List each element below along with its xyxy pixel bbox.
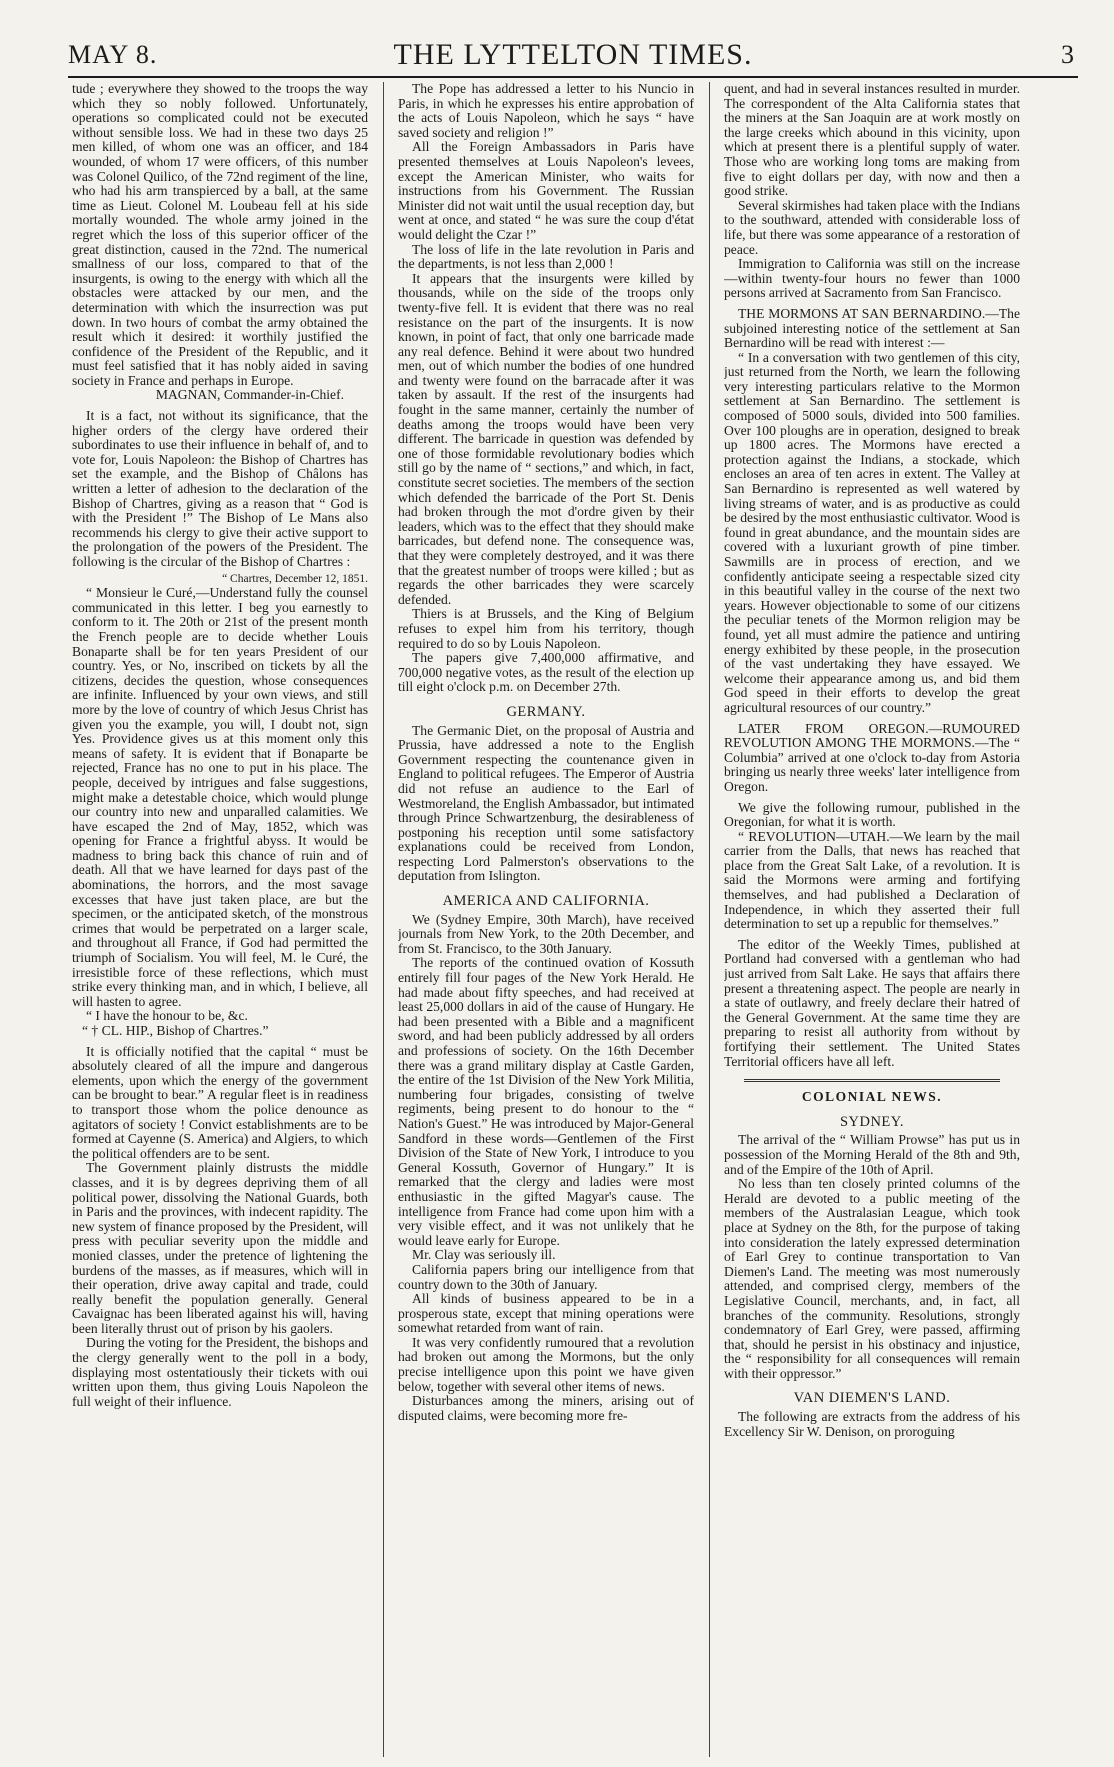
masthead	[68, 36, 1078, 78]
column-rule	[709, 82, 710, 1757]
paragraph	[724, 830, 1020, 932]
paragraph: No less than ten closely printed columns of the Herald are devoted to a public meeting of the members of the Australasian League, which took place at Sydney on the 8th, for the purpose of taking into consideration the lately expressed determination of Earl Grey to continue transportation to Van Diemen's Land. The meeting was most numerously attended, and comprised clergy, members of the Legislative Council, merchants, and, in fact, all branches of the community. Resolutions, strongly condemnatory of Earl Grey, were passed, affirming that, should he persist in his obstinacy and injustice, the “ responsibility for all consequences will remain with their oppressor.”	[724, 1176, 1020, 1381]
section-heading-colonial: COLONIAL NEWS.	[801, 1089, 943, 1105]
paragraph: The Pope has addressed a letter to his Nuncio in Paris, in which he expresses his entire approbation of the acts of Louis Napoleon, which he says “ have saved society and religion !”	[398, 82, 694, 140]
paragraph-text: —We learn by the mail carrier from the Dalls, that news has reached that place from the Great Salt Lake, of a revolution. It is said the Mormons were arming and fortifying themselves, and had published a Declaration of Independence, in which they asserted their full determination to set up a republic for themselves.”	[724, 828, 1020, 932]
column-1	[72, 82, 368, 1757]
paragraph: We give the following rumour, published in the Oregonian, for what it is worth.	[724, 799, 1020, 830]
column-3	[724, 82, 1020, 1757]
paragraph: It appears that the insurgents were killed by thousands, while on the side of the troops only twenty-five fell. It is evident that there was no real resistance on the part of the insurgents. It is now known, in point of fact, that only one barricade made any real defence. Behind it were about two hundred men, out of which number the bodies of one hundred and twenty were found on the barracade after it was taken by assault. If the rest of the insurgents had fought in the same manner, certainly the number of deaths among the troops would have been very different. The barricade in question was defended by one of those formidable revolutionary bodies which still go by the name of “ sections,” and which, in fact, constitute secret societies. The members of the section which defended the barricade of the Port St. Denis had broken through the mot d'ordre given by their leaders, which was to the effect that they should make barricades, but defend none. The consequence was, that they were completely destroyed, and it was there that the greatest number of troops were killed ; but as regards the other barricades they were scarcely defended.	[398, 270, 694, 607]
paragraph	[724, 307, 1020, 351]
issue-date: MAY 8.	[68, 40, 158, 69]
paragraph: The reports of the continued ovation of Kossuth entirely fill four pages of the New York Herald. He had made about fifty speeches, and had received at least 25,000 dollars in aid of the cause of Hungary. He had been presented with a Bible and a magnificent sword, and had been publicly addressed by all orders and professions of society. On the 16th December there was a grand military display at Castle Garden, the entire of the 1st Division of the New York Militia, numbering four brigades, consisting of twelve regiments, being present to do honour to the “ Nation's Guest.” He was introduced by Major-General Sandford in these words—Gentlemen of the First Division of the State of New York, I introduce to you General Kossuth, Governor of Hungary.” It is remarked that the clergy and ladies were most enthusiastic in the gifted Magyar's cause. The intelligence from France had come upon him with a very visible effect, and it was not unlikely that he would leave early for Europe.	[398, 955, 694, 1248]
run-in-heading: LATER FROM OREGON.—RUMOURED REVOLUTION AMONG THE MORMONS.	[724, 720, 1020, 751]
letter-dateline: “ Chartres, December 12, 1851.	[222, 572, 368, 585]
paragraph-text: —The subjoined interesting notice of the settlement at San Bernardino will be read with interest :—	[724, 305, 1020, 351]
paragraph: “ Monsieur le Curé,—Understand fully the counsel communicated in this letter. I beg you earnestly to conform to it. The 20th or 21st of the present month the French people are to decide whether Louis Bonaparte shall be for ten years President of our country. Yes, or No, inscribed on tickets by all the citizens, decides the question, whose consequences are infinite. Influenced by your own views, and still more by the love of country of which Jesus Christ has given you the example, you will, I doubt not, sign Yes. Providence gives us at this moment only this means of safety. It is evident that if Bonaparte be rejected, France has no one to put in his place. The people, deceived by intrigues and false suggestions, might make a detestable choice, which would plunge our country into new and unparalled calamities. We have escaped the 2nd of May, 1852, which was opening for France a frightful abyss. It would be madness to bring back this chance of ruin and of death. All that we have learned for days past of the abominations, the horrors, and the most savage excesses that have just taken place, are but the specimen, or the anticipated sketch, of the monstrous crimes that would be perpetrated on a larger scale, and throughout all France, if God had permitted the triumph of Socialism. You will feel, M. le Curé, the irresistible force of these reflections, which must strike every thinking man, and in which, I believe, all will hasten to agree.	[72, 585, 368, 1009]
paragraph: The Government plainly distrusts the middle classes, and it is by degrees depriving them of all political power, dissolving the National Guards, both in Paris and the provinces, with indecent rapidity. The new system of finance proposed by the President, will press with peculiar severity upon the middle and monied classes, under the pretence of lightening the burdens of the masses, as if measures, which will in their operation, drive away capital and trade, could really benefit the population generally. General Cavaignac has been liberated against his will, having been literally thrust out of prison by his gaolers.	[72, 1160, 368, 1336]
paragraph: Several skirmishes had taken place with the Indians to the southward, attended with considerable loss of life, but there was some appearance of a restoration of peace.	[724, 197, 1020, 257]
section-heading-van-diemens-land: VAN DIEMEN'S LAND.	[793, 1390, 951, 1407]
paragraph: The arrival of the “ William Prowse” has put us in possession of the Morning Herald of the 8th and 9th, and of the Empire of the 10th of April.	[724, 1132, 1020, 1177]
paragraph: California papers bring our intelligence from that country down to the 30th of January.	[398, 1261, 694, 1292]
section-heading-america: AMERICA AND CALIFORNIA.	[442, 893, 650, 910]
paragraph: The Germanic Diet, on the proposal of Austria and Prussia, have addressed a note to the English Government respecting the countenance given in England to political refugees. The Emperor of Austria did not refuse an audience to the Earl of Westmoreland, the English Ambassador, but intimated through Prince Schwartzenburg, the desirableness of postponing his reception until some satisfactory explanations could be received from London, respecting Lord Palmerston's observations to the deputation from Islington.	[398, 722, 694, 884]
run-in-heading: “ REVOLUTION—UTAH.	[738, 828, 890, 844]
paragraph: Mr. Clay was seriously ill.	[412, 1247, 556, 1263]
paragraph: Disturbances among the miners, arising out of disputed claims, were becoming more fre-	[398, 1393, 694, 1423]
paragraph: “ In a conversation with two gentlemen of this city, just returned from the North, we learn the following very interesting particulars relative to the Mormon settlement at San Bernardino. The settlement is composed of 5000 souls, divided into 500 families. Over 100 ploughs are in operation, designed to break up 1800 acres. The Mormons have erected a protection against the Indians, a stockade, which encloses an area of ten acres in extent. The Valley at San Bernardino is represented as well watered by living streams of water, and is as productive as could be desired by the most enthusiastic cultivator. Wood is found in great abundance, and the mountain sides are covered with a luxuriant growth of pine timber. Sawmills are in process of erection, and we confidently anticipate seeing a respectable sized city in this beautiful valley in the course of the next two years. However objectionable to some of our citizens the peculiar tenets of the Mormon religion may be found, yet all must admire the patience and untiring energy exhibited by these people, in the prosecution of the vast undertaking they have essayed. We welcome their appearance among us, and bid them God speed in their efforts to develop the great agricultural resources of our country.”	[724, 349, 1020, 715]
paragraph: All kinds of business appeared to be in a prosperous state, except that mining operations were somewhat retarded from want of rain.	[398, 1291, 694, 1336]
paragraph: It is a fact, not without its significance, that the higher orders of the clergy have ordered their subordinates to use their influence in behalf of, and to vote for, Louis Napoleon: the Bishop of Chartres has set the example, and the Bishop of Châlons has written a letter of adhesion to the declaration of the Bishop of Chartres, giving as a reason that “ God is with the President !” The Bishop of Le Mans also recommends his clergy to give their active support to the prolongation of the powers of the President. The following is the circular of the Bishop of Chartres :	[72, 408, 368, 569]
paragraph: tude ; everywhere they showed to the troops the way which they so nobly followed. Unfortunately, operations so complicated could not be executed without sensible loss. We had in these two days 25 men killed, of whom one was an officer, and 184 wounded, of whom 17 were officers, of this number was Colonel Quilico, of the 72nd regiment of the line, who had his arm transpierced by a ball, at the same time as Lieut. Colonel M. Loubeau fell at his side mortally wounded. The whole army joined in the regret which the loss of this superior officer of the great distinction, caused in the 72nd. The numerical smallness of our loss, compared to that of the insurgents, is owing to the energy with which all the obstacles were attacked by our men, and the determination with which the insurrection was put down. In two hours of combat the army obtained the result which it desired: it worthily justified the confidence of the President of the Republic, and it must feel satisfied that it has nobly aided in saving society in France and perhaps in Europe.	[72, 82, 368, 388]
paragraph: All the Foreign Ambassadors in Paris have presented themselves at Louis Napoleon's levees, except the American Minister, who waits for instructions from his Government. The Russian Minister did not wait until the usual reception day, but went at once, and stated “ he was sure the coup d'état would delight the Czar !”	[398, 139, 694, 242]
paragraph: The papers give 7,400,000 affirmative, and 700,000 negative votes, as the result of the election up till eight o'clock p.m. on December 27th.	[398, 650, 694, 695]
newspaper-title: THE LYTTELTON TIMES.	[393, 38, 753, 71]
signature-bishop: “ † CL. HIP., Bishop of Chartres.”	[82, 1023, 269, 1038]
paragraph: It was very confidently rumoured that a revolution had broken out among the Mormons, but the only precise intelligence upon this point we have given below, together with several other items of news.	[398, 1334, 694, 1394]
column-rule	[383, 82, 384, 1757]
paragraph: The editor of the Weekly Times, published at Portland had conversed with a gentleman who had just arrived from Salt Lake. He says that affairs there present a threatening aspect. The people are nearly in a state of outlawry, and freely declare their hatred of the General Government. At the same time they are preparing to resist all authority from without by fortifying their settlement. The United States Territorial officers have all left.	[724, 936, 1020, 1069]
paragraph: We (Sydney Empire, 30th March), have received journals from New York, to the 20th December, and from St. Francisco, to the 30th January.	[398, 911, 694, 956]
signature-magnan: MAGNAN, Commander-in-Chief.	[155, 387, 344, 403]
paragraph: It is officially notified that the capital “ must be absolutely cleared of all the impure and dangerous elements, upon which the energy of the government can be brought to bear.” A regular fleet is in readiness to transport those whom the police denounce as agitators of society ! Convict establishments are to be formed at Cayenne (S. America) and Algiers, to which the political offenders are to be sent.	[72, 1043, 368, 1161]
paragraph-text: —The “ Columbia” arrived at one o'clock to-day from Astoria bringing us nearly three weeks' later intelligence from Oregon.	[724, 735, 1020, 794]
run-in-heading: THE MORMONS AT SAN BERNARDINO.	[738, 305, 986, 321]
paragraph: The loss of life in the late revolution in Paris and the departments, is not less than 2,000 !	[398, 241, 694, 272]
paragraph: During the voting for the President, the bishops and the clergy generally went to the poll in a body, displaying most ostentatiously their tickets with oui written upon them, thus giving Louis Napoleon the full weight of their influence.	[72, 1335, 368, 1409]
paragraph: The following are extracts from the address of his Excellency Sir W. Denison, on proroguing	[724, 1409, 1020, 1439]
paragraph	[724, 722, 1020, 795]
paragraph: quent, and had in several instances resulted in murder. The correspondent of the Alta California states that the miners at the San Joaquin are at work mostly on the large creeks which abound in this vicinity, upon which at present there is a plentiful supply of water. Those who are working long toms are making from five to eight dollars per day, with now and then a good strike.	[724, 82, 1020, 199]
section-heading-germany: GERMANY.	[506, 703, 586, 720]
section-divider	[744, 1079, 1000, 1082]
column-2	[398, 82, 694, 1757]
section-heading-sydney: SYDNEY.	[839, 1113, 905, 1130]
paragraph: Immigration to California was still on the increase—within twenty-four hours no fewer than 1000 persons arrived at Sacramento from San Francisco.	[724, 256, 1020, 301]
paragraph: “ I have the honour to be, &c.	[86, 1008, 248, 1024]
page-number: 3	[1061, 40, 1074, 69]
paragraph: Thiers is at Brussels, and the King of Belgium refuses to expel him from his territory, though required to do so by Louis Napoleon.	[398, 606, 694, 651]
